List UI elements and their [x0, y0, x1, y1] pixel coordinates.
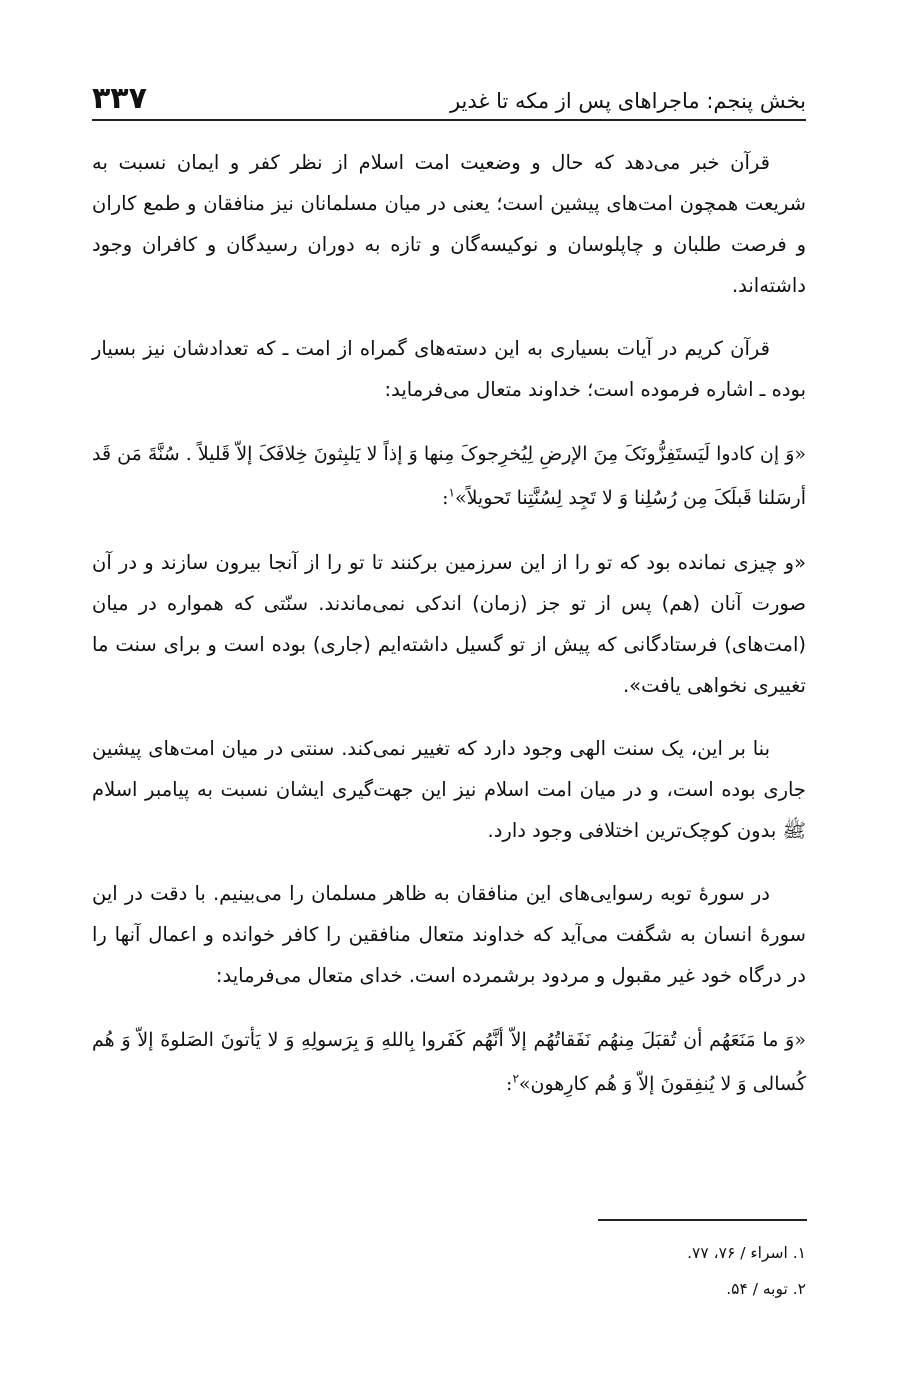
paragraph: قرآن کریم در آیات بسیاری به این دسته‌های گمراه از امت ـ که تعدادشان نیز بسیار بوده ـ اشاره فرموده است؛ خداوند متعال می‌فرماید:: [92, 337, 806, 401]
footnote: ۱. اسراء / ۷۶، ۷۷.: [687, 1244, 806, 1262]
footnote: ۲. توبه / ۵۴.: [726, 1280, 806, 1298]
verse-text: «وَ إن کادوا لَیَستَفِزُّونَکَ مِنَ الإرضِ لِیُخرِجوکَ مِنها وَ إذاً لا یَلبِثونَ خِلافَکَ إلاّ قَلیلاً . سُنَّةَ مَن قَد أرسَلنا قَبلَکَ مِن رُسُلِنا وَ لا تَجِد لِسُنَّتِنا تَحویلاً»: [92, 443, 806, 509]
verse-text: «وَ ما مَنَعَهُم أن تُقبَلَ مِنهُم نَفَقاتُهُم إلاّ أنَّهُم کَفَروا بِاللهِ وَ بِرَسولِهِ وَ لا یَأتونَ الصَلوةَ إلاّ وَ هُم کُسالی وَ لا یُنفِقونَ إلاّ وَ هُم کارِهون»: [92, 1029, 806, 1095]
footnote-rule: [598, 1219, 807, 1221]
translation: «و چیزی نمانده بود که تو را از این سرزمین برکنند تا تو را از آنجا بیرون سازند و در آن صورت آنان (هم) پس از تو جز (زمان) اندکی نمی‌ماندند. سنّتی که همواره در میان (امت‌های) فرستادگانی که پیش از تو گسیل داشته‌ایم (جاری) بوده است و برای سنت ما تغییری نخواهی یافت».: [92, 551, 806, 697]
footnotes: [406, 1238, 806, 1310]
paragraph: قرآن خبر می‌دهد که حال و وضعیت امت اسلام از نظر کفر و ایمان نسبت به شریعت همچون امت‌های پیشین است؛ یعنی در میان مسلمانان نیز منافقان و طمع کاران و فرصت طلبان و چاپلوسان و نوکیسه‌گان و تازه به دوران رسیدگان و کافران وجود داشته‌اند.: [92, 151, 806, 297]
verse-tail: :: [442, 487, 449, 509]
paragraph: بنا بر این، یک سنت الهی وجود دارد که تغییر نمی‌کند. سنتی در میان امت‌های پیشین جاری بوده است، و در میان امت اسلام نیز این جهت‌گیری ایشان نسبت به پیامبر اسلام ﷺ بدون کوچک‌ترین اختلافی وجود دارد.: [92, 737, 806, 842]
page-header: [92, 70, 806, 116]
quran-verse: [92, 432, 806, 520]
verse-tail: :: [506, 1073, 513, 1095]
page-body: [92, 142, 806, 1128]
header-rule: [92, 119, 806, 121]
paragraph: در سورهٔ توبه رسوایی‌های این منافقان به ظاهر مسلمان را می‌بینیم. با دقت در این سورهٔ انسان به شگفت می‌آید که خداوند متعال منافقین را کافر خوانده و اعمال آنها را در درگاه خود غیر مقبول و مردود برشمرده است. خدای متعال می‌فرماید:: [92, 882, 806, 987]
footnote-ref[interactable]: ۱: [448, 485, 455, 500]
footnote-ref[interactable]: ۲: [512, 1071, 519, 1086]
page-number: ۳۳۷: [92, 81, 147, 116]
quran-verse: [92, 1018, 806, 1106]
running-title: بخش پنجم: ماجراهای پس از مکه تا غدیر: [449, 89, 806, 113]
